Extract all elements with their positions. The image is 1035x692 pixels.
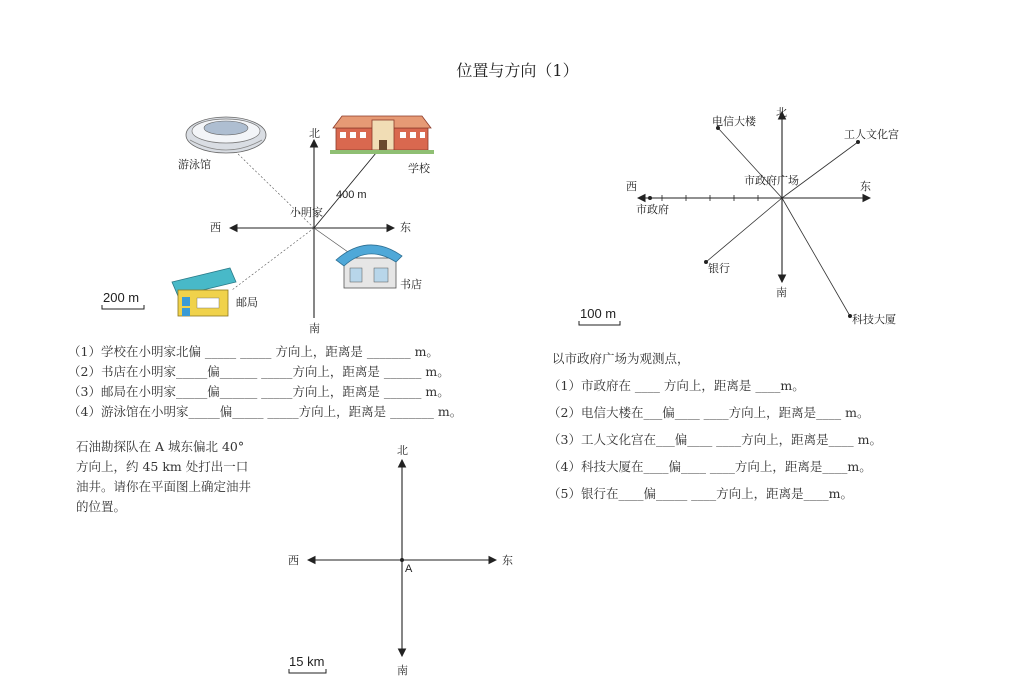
map1-school-label: 学校: [408, 162, 430, 175]
map2-line-palace: [782, 142, 858, 198]
map3-scale-label: 15 km: [289, 654, 325, 669]
post-icon: [172, 268, 236, 316]
map1-question-1: （1）学校在小明家北偏 _____ _____ 方向上，距离是 _______ m。: [68, 344, 439, 359]
map2-south-label: 南: [776, 286, 787, 299]
map3-south-label: 南: [397, 664, 408, 677]
map1-scale-bar: [102, 305, 144, 309]
map3-scale-bar: [289, 669, 326, 673]
map3-north-label: 北: [397, 444, 408, 457]
map3-east-label: 东: [502, 554, 513, 567]
map2-east-label: 东: [860, 180, 871, 193]
map3-west-label: 西: [288, 554, 299, 567]
map3-point-a: [400, 558, 404, 562]
map2-line-tech: [782, 198, 850, 316]
map1-distance-label: 400 m: [336, 189, 367, 201]
map2-scale-label: 100 m: [580, 306, 617, 321]
map2-bank-label: 银行: [708, 262, 730, 275]
map1-center-label: 小明家: [290, 206, 323, 219]
map1-store-label: 书店: [400, 278, 422, 291]
map1-question-4: （4）游泳馆在小明家_____偏_____ _____方向上，距离是 _______ m。: [68, 404, 463, 419]
map1-west-label: 西: [210, 221, 221, 234]
map1-line-store: [314, 228, 348, 252]
pool-icon: [186, 117, 266, 153]
map1-question-3: （3）邮局在小明家_____偏______ _____方向上，距离是 ______ m。: [68, 384, 450, 399]
map2-point-gov: [648, 196, 652, 200]
map1-south-label: 南: [309, 322, 320, 335]
map2-north-label: 北: [776, 106, 787, 119]
map1-question-2: （2）书店在小明家_____偏______ _____方向上，距离是 ______ m。: [68, 364, 450, 379]
map2-line-bank: [706, 198, 782, 262]
map1-north-label: 北: [309, 127, 320, 140]
page-title: 位置与方向（1）: [456, 61, 579, 80]
map2-question-5: （5）银行在____偏_____ ____方向上，距离是____m。: [548, 486, 854, 501]
map2-question-3: （3）工人文化宫在___偏____ ____方向上，距离是____ m。: [548, 432, 883, 447]
map3-point-label: A: [405, 563, 413, 575]
map2-tech-label: 科技大厦: [852, 313, 896, 326]
map2-question-4: （4）科技大厦在____偏____ ____方向上，距离是____m。: [548, 459, 872, 474]
map2-question-2: （2）电信大楼在___偏____ ____方向上，距离是____ m。: [548, 405, 870, 420]
map2-line-telecom: [718, 128, 782, 198]
map1-east-label: 东: [400, 221, 411, 234]
map1-pool-label: 游泳馆: [178, 158, 211, 171]
map1-post-label: 邮局: [236, 296, 258, 309]
map1-line-post: [232, 228, 314, 290]
school-icon: [330, 116, 434, 154]
map1-scale-label: 200 m: [103, 290, 140, 305]
store-icon: [336, 245, 402, 288]
map2-telecom-label: 电信大楼: [712, 115, 756, 128]
map2-question-1: （1）市政府在 ____ 方向上，距离是 ____m。: [548, 378, 805, 393]
map2-west-label: 西: [626, 180, 637, 193]
map2-center-label: 市政府广场: [744, 174, 799, 187]
map2-scale-bar: [579, 321, 620, 325]
map2-palace-label: 工人文化宫: [844, 128, 899, 141]
map2-gov-label: 市政府: [636, 203, 669, 216]
map3-task-text: 石油勘探队在 A 城东偏北 40° 方向上，约 45 km 处打出一口油井。请你在平面图上确定油井的位置。: [76, 439, 252, 514]
map2-intro: 以市政府广场为观测点，: [552, 351, 690, 366]
